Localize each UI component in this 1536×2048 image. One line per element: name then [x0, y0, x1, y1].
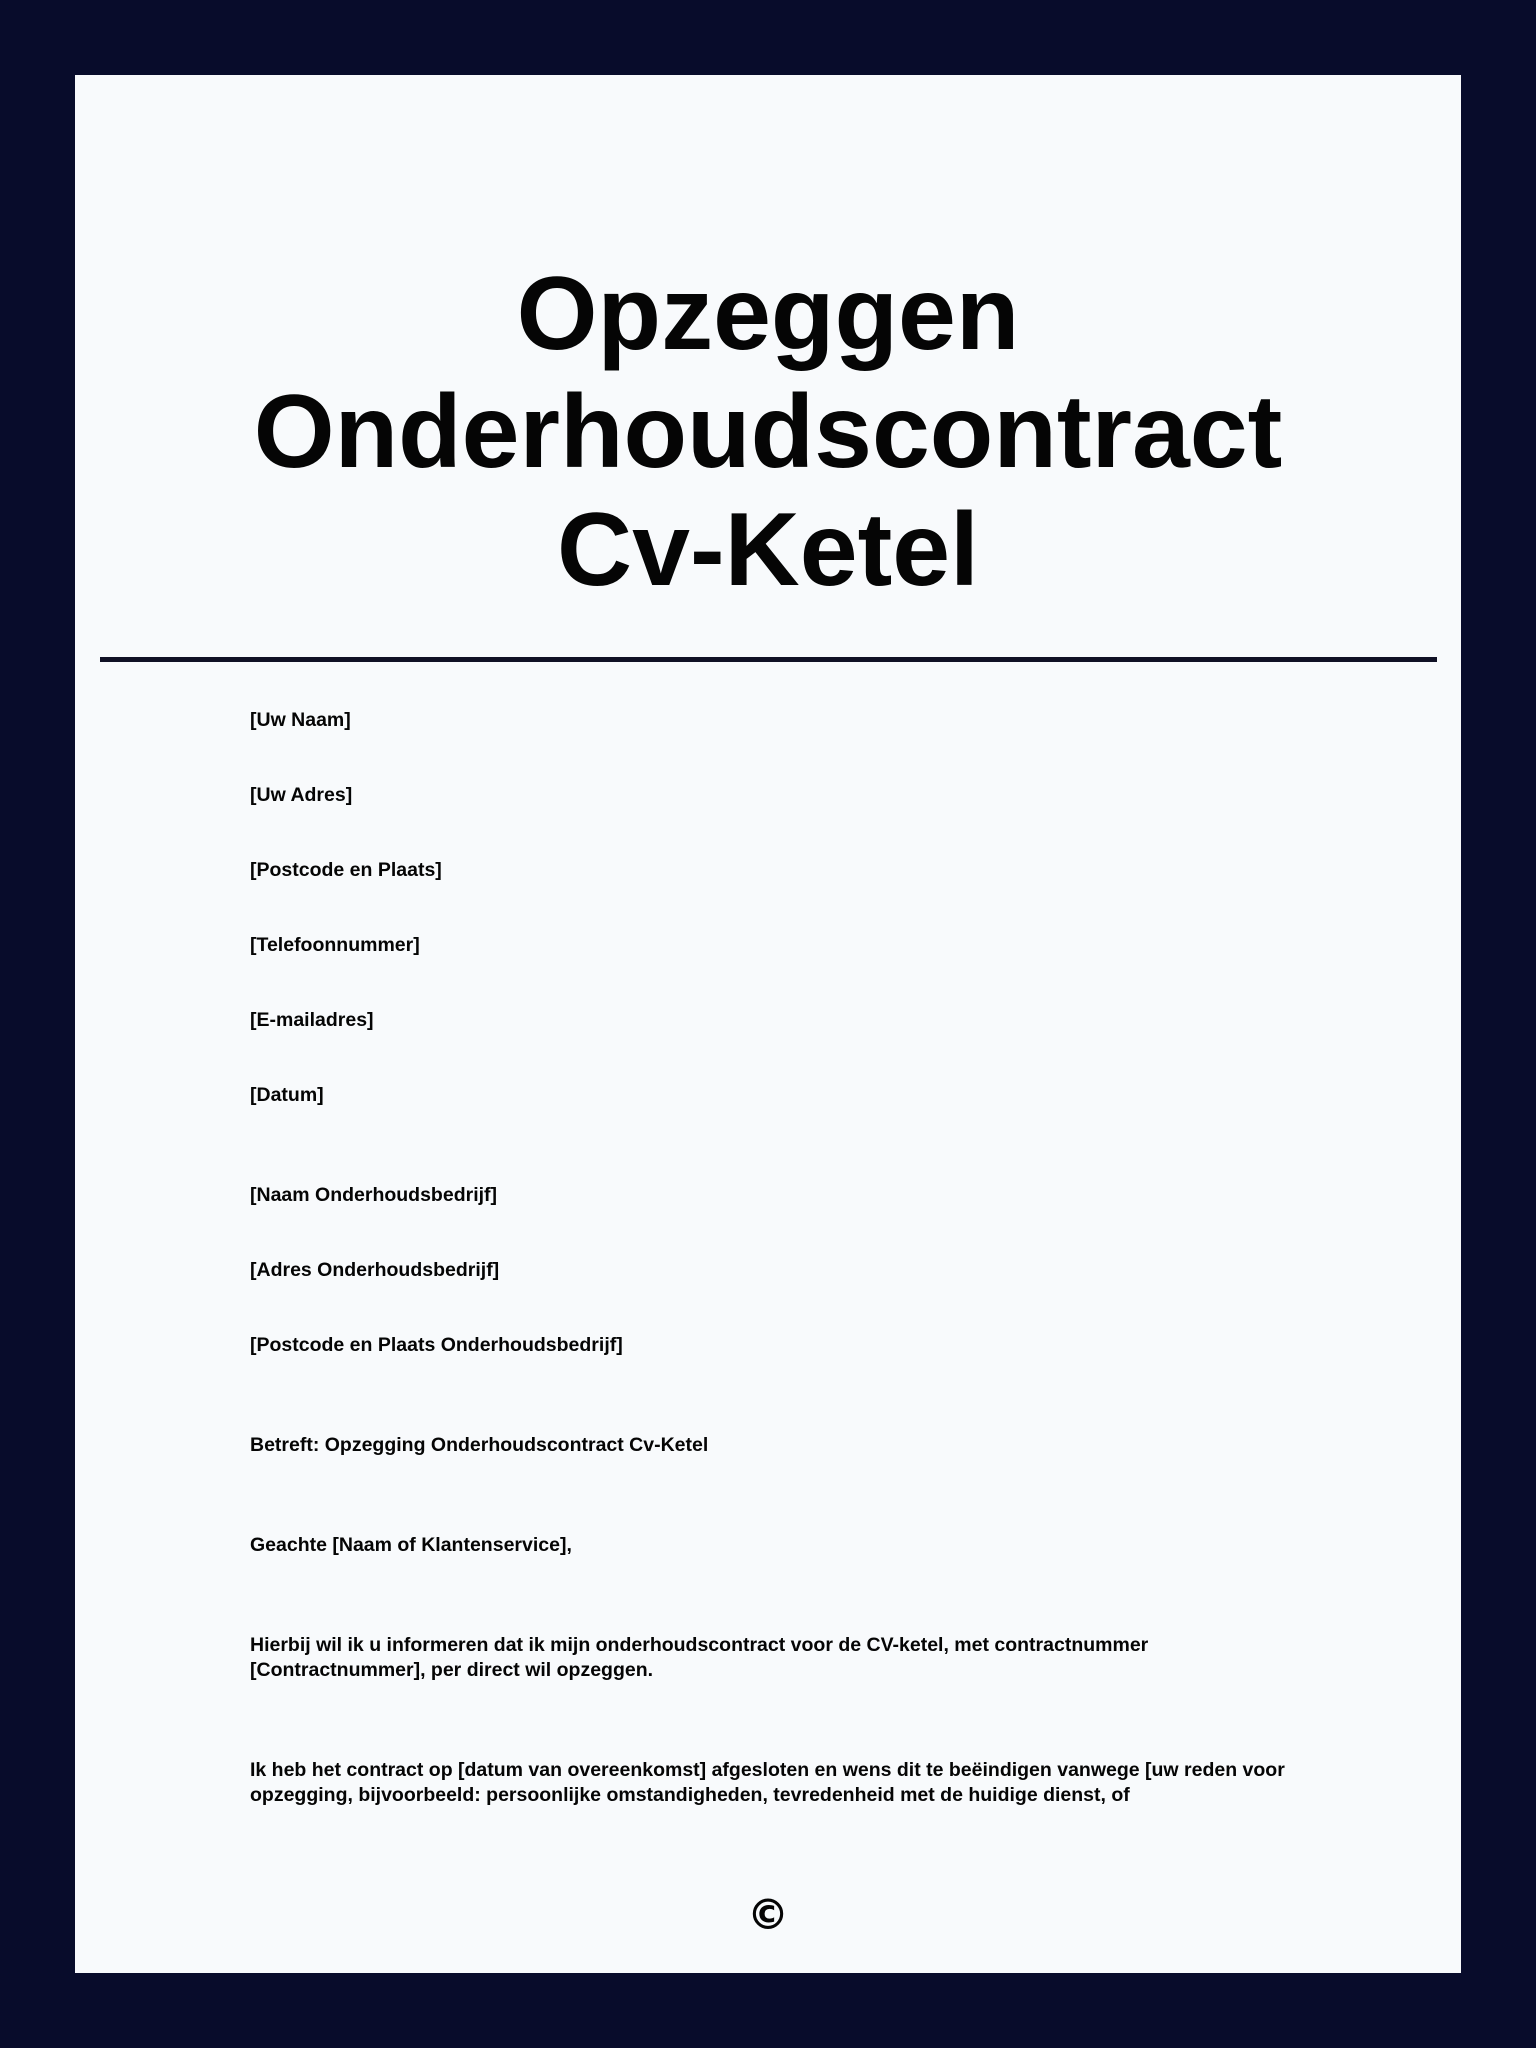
- recipient-name: [Naam Onderhoudsbedrijf]: [250, 1184, 498, 1206]
- letter-paragraph-2: Ik heb het contract op [datum van overeenkomst] afgesloten en wens dit te beëindigen vanwege [uw reden voor opzegging, bijvoorbeeld: persoonlijke omstandigheden, tevredenheid met de huidige dienst, of: [250, 1759, 1285, 1806]
- copyright-icon: ©: [747, 1890, 789, 1939]
- sender-postcode-city: [Postcode en Plaats]: [250, 859, 442, 881]
- sender-name: [Uw Naam]: [250, 709, 351, 731]
- letter-date: [Datum]: [250, 1084, 324, 1106]
- letter-salutation: Geachte [Naam of Klantenservice],: [250, 1534, 572, 1556]
- sender-email: [E-mailadres]: [250, 1009, 374, 1031]
- letter-paragraph-1: Hierbij wil ik u informeren dat ik mijn onderhoudscontract voor de CV-ketel, met contractnummer [Contractnummer], per direct wil opzeggen.: [250, 1634, 1149, 1681]
- letter-subject: Betreft: Opzegging Onderhoudscontract Cv-Ketel: [250, 1434, 709, 1456]
- title-divider: [100, 657, 1437, 662]
- recipient-postcode-city: [Postcode en Plaats Onderhoudsbedrijf]: [250, 1334, 623, 1356]
- sender-address: [Uw Adres]: [250, 784, 353, 806]
- document-title: [75, 255, 1461, 609]
- recipient-address: [Adres Onderhoudsbedrijf]: [250, 1259, 500, 1281]
- title-line-1: Opzeggen: [516, 256, 1020, 372]
- document-page: [75, 75, 1461, 1973]
- title-line-2: Onderhoudscontract: [253, 374, 1283, 490]
- sender-phone: [Telefoonnummer]: [250, 934, 420, 956]
- title-line-3: Cv-Ketel: [557, 492, 979, 608]
